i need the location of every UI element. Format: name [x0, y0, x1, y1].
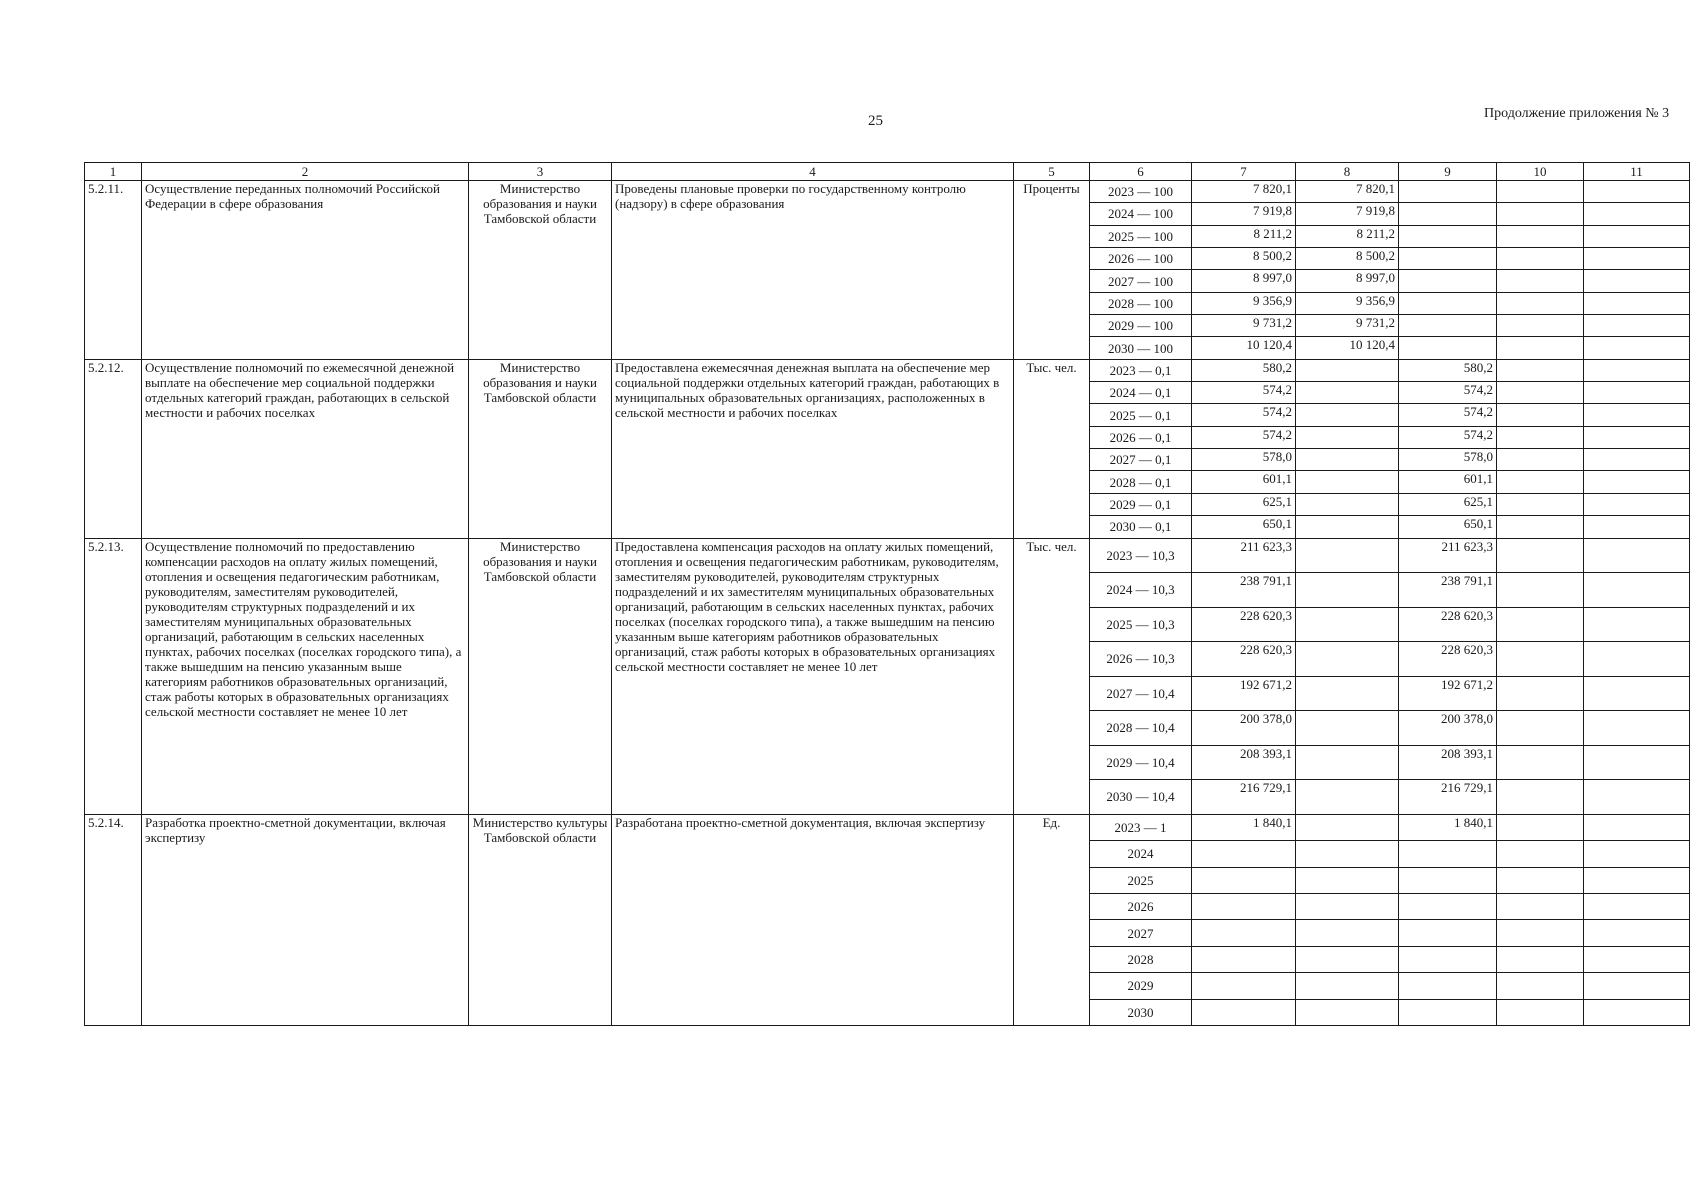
amount-col-10: [1497, 920, 1584, 946]
amount-col-11: [1584, 676, 1690, 711]
year-indicator: 2027 — 0,1: [1090, 449, 1192, 471]
amount-col-7: 574,2: [1192, 382, 1296, 404]
year-indicator: 2023 — 1: [1090, 814, 1192, 840]
executor: Министерство образования и науки Тамбовской области: [469, 359, 612, 538]
amount-col-8: [1296, 841, 1399, 867]
amount-col-10: [1497, 999, 1584, 1025]
amount-col-10: [1497, 538, 1584, 573]
amount-col-10: [1497, 946, 1584, 972]
amount-col-7: 216 729,1: [1192, 780, 1296, 815]
amount-col-11: [1584, 946, 1690, 972]
year-indicator: 2024 — 100: [1090, 203, 1192, 225]
amount-col-11: [1584, 493, 1690, 515]
amount-col-10: [1497, 248, 1584, 270]
amount-col-11: [1584, 920, 1690, 946]
column-number-row: [85, 163, 1690, 181]
amount-col-10: [1497, 973, 1584, 999]
year-indicator: 2027 — 100: [1090, 270, 1192, 292]
amount-col-11: [1584, 270, 1690, 292]
amount-col-8: [1296, 538, 1399, 573]
amount-col-8: [1296, 893, 1399, 919]
amount-col-10: [1497, 225, 1584, 247]
amount-col-8: [1296, 404, 1399, 426]
amount-col-10: [1497, 516, 1584, 538]
amount-col-11: [1584, 426, 1690, 448]
expected-result: Разработана проектно-сметной документация, включая экспертизу: [612, 814, 1014, 1025]
year-indicator: 2030 — 10,4: [1090, 780, 1192, 815]
amount-col-7: 192 671,2: [1192, 676, 1296, 711]
amount-col-10: [1497, 780, 1584, 815]
amount-col-11: [1584, 359, 1690, 381]
amount-col-8: [1296, 471, 1399, 493]
amount-col-9: 1 840,1: [1399, 814, 1497, 840]
unit-of-measure: Тыс. чел.: [1014, 538, 1090, 814]
amount-col-7: 650,1: [1192, 516, 1296, 538]
column-header: 4: [612, 163, 1014, 181]
table-row: [85, 359, 1690, 381]
year-indicator: 2026: [1090, 893, 1192, 919]
amount-col-9: 211 623,3: [1399, 538, 1497, 573]
year-indicator: 2026 — 0,1: [1090, 426, 1192, 448]
year-indicator: 2024 — 10,3: [1090, 573, 1192, 608]
amount-col-9: [1399, 867, 1497, 893]
amount-col-9: 238 791,1: [1399, 573, 1497, 608]
amount-col-9: 200 378,0: [1399, 711, 1497, 746]
amount-col-7: 7 919,8: [1192, 203, 1296, 225]
page-number: 25: [868, 113, 883, 129]
activity-name: Осуществление полномочий по ежемесячной денежной выплате на обеспечение мер социальной поддержки отдельных категорий граждан, работающих в сельской местности и рабочих поселках: [142, 359, 469, 538]
table-row: [85, 538, 1690, 573]
amount-col-9: [1399, 920, 1497, 946]
amount-col-7: 200 378,0: [1192, 711, 1296, 746]
amount-col-8: 8 500,2: [1296, 248, 1399, 270]
amount-col-8: [1296, 711, 1399, 746]
appendix-continuation-note: Продолжение приложения № 3: [1484, 106, 1670, 121]
amount-col-9: 580,2: [1399, 359, 1497, 381]
amount-col-9: [1399, 315, 1497, 337]
year-indicator: 2028 — 100: [1090, 292, 1192, 314]
amount-col-9: 650,1: [1399, 516, 1497, 538]
amount-col-8: [1296, 867, 1399, 893]
year-indicator: 2025 — 10,3: [1090, 607, 1192, 642]
amount-col-8: [1296, 973, 1399, 999]
year-indicator: 2026 — 10,3: [1090, 642, 1192, 677]
amount-col-9: [1399, 893, 1497, 919]
amount-col-7: 7 820,1: [1192, 181, 1296, 203]
activity-name: Осуществление переданных полномочий Российской Федерации в сфере образования: [142, 181, 469, 360]
amount-col-8: [1296, 382, 1399, 404]
expected-result: Предоставлена компенсация расходов на оплату жилых помещений, отопления и освещения педагогическим работникам, руководителям, заместителям руководителей, руководителям структурных подразделений и их заместителям муниципальных образовательных организаций, работающим в сельских населенных пунктах, рабочих поселках (поселках городского типа), а также вышедшим на пенсию указанным выше категориям работников образовательных организаций, стаж работы которых в образовательных организациях сельской местности составляет не менее 10 лет: [612, 538, 1014, 814]
executor: Министерство культуры Тамбовской области: [469, 814, 612, 1025]
column-header: 1: [85, 163, 142, 181]
amount-col-8: 9 731,2: [1296, 315, 1399, 337]
amount-col-11: [1584, 471, 1690, 493]
amount-col-7: [1192, 999, 1296, 1025]
amount-col-11: [1584, 225, 1690, 247]
amount-col-10: [1497, 449, 1584, 471]
amount-col-10: [1497, 607, 1584, 642]
year-indicator: 2024 — 0,1: [1090, 382, 1192, 404]
amount-col-11: [1584, 516, 1690, 538]
amount-col-8: 8 997,0: [1296, 270, 1399, 292]
amount-col-11: [1584, 449, 1690, 471]
amount-col-8: 8 211,2: [1296, 225, 1399, 247]
amount-col-9: [1399, 270, 1497, 292]
amount-col-11: [1584, 711, 1690, 746]
amount-col-11: [1584, 780, 1690, 815]
amount-col-9: [1399, 181, 1497, 203]
amount-col-7: 625,1: [1192, 493, 1296, 515]
amount-col-8: 10 120,4: [1296, 337, 1399, 359]
year-indicator: 2028 — 0,1: [1090, 471, 1192, 493]
amount-col-9: 208 393,1: [1399, 745, 1497, 780]
amount-col-10: [1497, 573, 1584, 608]
amount-col-11: [1584, 573, 1690, 608]
column-header: 5: [1014, 163, 1090, 181]
amount-col-7: [1192, 920, 1296, 946]
amount-col-7: [1192, 841, 1296, 867]
amount-col-8: [1296, 642, 1399, 677]
amount-col-8: [1296, 946, 1399, 972]
amount-col-7: 228 620,3: [1192, 642, 1296, 677]
amount-col-10: [1497, 745, 1584, 780]
amount-col-10: [1497, 642, 1584, 677]
amount-col-9: [1399, 337, 1497, 359]
amount-col-8: [1296, 920, 1399, 946]
amount-col-11: [1584, 382, 1690, 404]
amount-col-7: 9 356,9: [1192, 292, 1296, 314]
amount-col-7: 10 120,4: [1192, 337, 1296, 359]
amount-col-7: 8 500,2: [1192, 248, 1296, 270]
year-indicator: 2023 — 100: [1090, 181, 1192, 203]
amount-col-10: [1497, 203, 1584, 225]
amount-col-8: [1296, 359, 1399, 381]
amount-col-10: [1497, 493, 1584, 515]
amount-col-10: [1497, 382, 1584, 404]
amount-col-10: [1497, 841, 1584, 867]
table-body: [85, 181, 1690, 1026]
amount-col-8: [1296, 573, 1399, 608]
amount-col-11: [1584, 893, 1690, 919]
unit-of-measure: Ед.: [1014, 814, 1090, 1025]
amount-col-10: [1497, 315, 1584, 337]
year-indicator: 2030 — 0,1: [1090, 516, 1192, 538]
amount-col-11: [1584, 867, 1690, 893]
amount-col-8: [1296, 426, 1399, 448]
amount-col-10: [1497, 359, 1584, 381]
executor: Министерство образования и науки Тамбовской области: [469, 538, 612, 814]
amount-col-10: [1497, 471, 1584, 493]
amount-col-9: [1399, 946, 1497, 972]
activity-number: 5.2.13.: [85, 538, 142, 814]
amount-col-11: [1584, 607, 1690, 642]
amount-col-7: 1 840,1: [1192, 814, 1296, 840]
expected-result: Проведены плановые проверки по государственному контролю (надзору) в сфере образования: [612, 181, 1014, 360]
column-header: 8: [1296, 163, 1399, 181]
column-header: 9: [1399, 163, 1497, 181]
amount-col-9: 228 620,3: [1399, 607, 1497, 642]
amount-col-7: 574,2: [1192, 426, 1296, 448]
amount-col-9: [1399, 841, 1497, 867]
amount-col-7: 228 620,3: [1192, 607, 1296, 642]
amount-col-9: 625,1: [1399, 493, 1497, 515]
year-indicator: 2029 — 100: [1090, 315, 1192, 337]
amount-col-9: 192 671,2: [1399, 676, 1497, 711]
year-indicator: 2029 — 10,4: [1090, 745, 1192, 780]
year-indicator: 2029 — 0,1: [1090, 493, 1192, 515]
amount-col-9: [1399, 203, 1497, 225]
amount-col-7: 601,1: [1192, 471, 1296, 493]
amount-col-10: [1497, 426, 1584, 448]
amount-col-8: [1296, 745, 1399, 780]
column-header: 7: [1192, 163, 1296, 181]
year-indicator: 2025: [1090, 867, 1192, 893]
amount-col-8: [1296, 780, 1399, 815]
amount-col-11: [1584, 315, 1690, 337]
year-indicator: 2024: [1090, 841, 1192, 867]
amount-col-11: [1584, 203, 1690, 225]
table-row: [85, 181, 1690, 203]
year-indicator: 2025 — 0,1: [1090, 404, 1192, 426]
amount-col-9: [1399, 999, 1497, 1025]
amount-col-8: [1296, 607, 1399, 642]
amount-col-10: [1497, 292, 1584, 314]
amount-col-11: [1584, 999, 1690, 1025]
amount-col-7: 9 731,2: [1192, 315, 1296, 337]
amount-col-7: 578,0: [1192, 449, 1296, 471]
year-indicator: 2029: [1090, 973, 1192, 999]
year-indicator: 2030 — 100: [1090, 337, 1192, 359]
amount-col-10: [1497, 676, 1584, 711]
amount-col-10: [1497, 270, 1584, 292]
activity-number: 5.2.12.: [85, 359, 142, 538]
amount-col-11: [1584, 404, 1690, 426]
activity-name: Осуществление полномочий по предоставлению компенсации расходов на оплату жилых помещений, отопления и освещения педагогическим работникам, руководителям, заместителям руководителей, руководителям структурных подразделений и их заместителям муниципальных образовательных организаций, работающим в сельских населенных пунктах, рабочих поселках (поселках городского типа), а также вышедшим на пенсию указанным выше категориям работников образовательных организаций, стаж работы которых в образовательных организациях сельской местности составляет не менее 10 лет: [142, 538, 469, 814]
amount-col-7: 8 211,2: [1192, 225, 1296, 247]
activity-number: 5.2.14.: [85, 814, 142, 1025]
amount-col-11: [1584, 337, 1690, 359]
year-indicator: 2023 — 10,3: [1090, 538, 1192, 573]
year-indicator: 2023 — 0,1: [1090, 359, 1192, 381]
amount-col-10: [1497, 337, 1584, 359]
year-indicator: 2026 — 100: [1090, 248, 1192, 270]
amount-col-9: 574,2: [1399, 404, 1497, 426]
amount-col-9: [1399, 225, 1497, 247]
amount-col-9: [1399, 248, 1497, 270]
amount-col-7: [1192, 946, 1296, 972]
amount-col-7: 211 623,3: [1192, 538, 1296, 573]
amount-col-8: [1296, 676, 1399, 711]
amount-col-10: [1497, 181, 1584, 203]
amount-col-7: 238 791,1: [1192, 573, 1296, 608]
table-row: [85, 814, 1690, 840]
year-indicator: 2028: [1090, 946, 1192, 972]
amount-col-8: 9 356,9: [1296, 292, 1399, 314]
amount-col-9: 578,0: [1399, 449, 1497, 471]
amount-col-11: [1584, 181, 1690, 203]
year-indicator: 2030: [1090, 999, 1192, 1025]
amount-col-7: 574,2: [1192, 404, 1296, 426]
year-indicator: 2027: [1090, 920, 1192, 946]
column-header: 2: [142, 163, 469, 181]
amount-col-9: [1399, 973, 1497, 999]
amount-col-9: 228 620,3: [1399, 642, 1497, 677]
amount-col-7: [1192, 867, 1296, 893]
program-activities-table: [84, 162, 1690, 1026]
amount-col-9: 574,2: [1399, 382, 1497, 404]
column-header: 11: [1584, 163, 1690, 181]
amount-col-10: [1497, 867, 1584, 893]
amount-col-8: [1296, 999, 1399, 1025]
amount-col-11: [1584, 248, 1690, 270]
column-header: 6: [1090, 163, 1192, 181]
executor: Министерство образования и науки Тамбовской области: [469, 181, 612, 360]
amount-col-10: [1497, 814, 1584, 840]
year-indicator: 2027 — 10,4: [1090, 676, 1192, 711]
amount-col-7: 580,2: [1192, 359, 1296, 381]
amount-col-8: [1296, 814, 1399, 840]
amount-col-8: [1296, 449, 1399, 471]
column-header: 10: [1497, 163, 1584, 181]
amount-col-11: [1584, 292, 1690, 314]
amount-col-8: 7 919,8: [1296, 203, 1399, 225]
amount-col-9: [1399, 292, 1497, 314]
column-header: 3: [469, 163, 612, 181]
amount-col-8: 7 820,1: [1296, 181, 1399, 203]
amount-col-8: [1296, 493, 1399, 515]
amount-col-11: [1584, 973, 1690, 999]
amount-col-11: [1584, 814, 1690, 840]
amount-col-11: [1584, 538, 1690, 573]
unit-of-measure: Тыс. чел.: [1014, 359, 1090, 538]
year-indicator: 2025 — 100: [1090, 225, 1192, 247]
amount-col-11: [1584, 642, 1690, 677]
amount-col-7: 8 997,0: [1192, 270, 1296, 292]
activity-number: 5.2.11.: [85, 181, 142, 360]
amount-col-7: 208 393,1: [1192, 745, 1296, 780]
amount-col-11: [1584, 841, 1690, 867]
amount-col-7: [1192, 973, 1296, 999]
amount-col-9: 574,2: [1399, 426, 1497, 448]
expected-result: Предоставлена ежемесячная денежная выплата на обеспечение мер социальной поддержки отдельных категорий граждан, работающих в муниципальных образовательных организациях, расположенных в сельской местности и рабочих поселках: [612, 359, 1014, 538]
amount-col-9: 601,1: [1399, 471, 1497, 493]
amount-col-10: [1497, 711, 1584, 746]
amount-col-11: [1584, 745, 1690, 780]
amount-col-8: [1296, 516, 1399, 538]
activity-name: Разработка проектно-сметной документации, включая экспертизу: [142, 814, 469, 1025]
amount-col-9: 216 729,1: [1399, 780, 1497, 815]
unit-of-measure: Проценты: [1014, 181, 1090, 360]
amount-col-10: [1497, 404, 1584, 426]
year-indicator: 2028 — 10,4: [1090, 711, 1192, 746]
amount-col-7: [1192, 893, 1296, 919]
amount-col-10: [1497, 893, 1584, 919]
